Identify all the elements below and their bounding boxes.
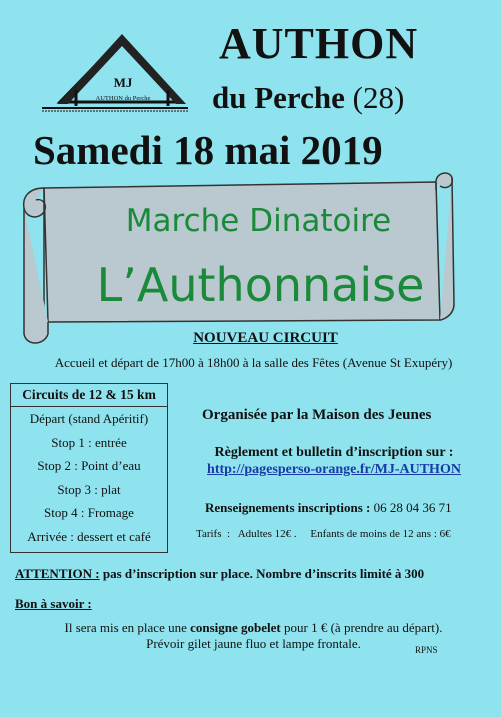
banner-line1: Marche Dinatoire: [125, 203, 392, 239]
list-item: Stop 1 : entrée: [51, 434, 127, 450]
consigne-bold: consigne gobelet: [190, 620, 281, 635]
list-item: Départ (stand Apéritif): [29, 411, 149, 426]
consigne-text: [0, 620, 501, 636]
list-item: Arrivée : dessert et café: [27, 528, 151, 544]
registration-link[interactable]: http://pagesperso-orange.fr/MJ-AUTHON: [207, 462, 461, 477]
svg-text:AUTHON du Perche: AUTHON du Perche: [95, 95, 151, 102]
rpns-label: RPNS: [415, 645, 438, 655]
banner-line2: L’Authonnaise: [96, 258, 425, 312]
circuits-header: Circuits de 12 & 15 km: [11, 384, 167, 407]
tarifs: Tarifs : Adultes 12€ . Enfants de moins de 12 ans : 6€: [196, 528, 451, 540]
town-subtitle: [212, 80, 404, 116]
list-item: Stop 2 : Point d’eau: [37, 458, 141, 474]
attention-label: ATTENTION :: [15, 566, 100, 581]
event-date: Samedi 18 mai 2019: [33, 127, 383, 173]
rens-phone: 06 28 04 36 71: [373, 500, 452, 515]
gilet-text: Prévoir gilet jaune fluo et lampe frontale.: [146, 636, 361, 651]
list-item: Stop 3 : plat: [57, 481, 121, 497]
consigne-pre: Il sera mis en place une: [64, 620, 191, 635]
rens-label: Renseignements inscriptions :: [205, 500, 371, 515]
renseignements: [205, 500, 452, 516]
nouveau-circuit: NOUVEAU CIRCUIT: [193, 330, 338, 346]
bon-a-savoir: Bon à savoir :: [15, 596, 92, 611]
town-name: AUTHON: [219, 19, 419, 68]
organizer: Organisée par la Maison des Jeunes: [202, 407, 432, 423]
attention-text: pas d’inscription sur place. Nombre d’inscrits limité à 300: [99, 566, 425, 581]
attention-notice: [15, 566, 424, 582]
consigne-post: pour 1 € (à prendre au départ).: [280, 620, 443, 635]
svg-text:MJ: MJ: [113, 75, 133, 90]
accueil-text: Accueil et départ de 17h00 à 18h00 à la salle des Fêtes (Avenue St Exupéry): [54, 355, 453, 370]
mj-logo: [40, 30, 190, 112]
department-number: (28): [352, 80, 405, 115]
list-item: Stop 4 : Fromage: [44, 505, 134, 521]
reglement-label: Règlement et bulletin d’inscription sur :: [214, 445, 454, 460]
circuits-box: [10, 383, 168, 553]
town-subname: du Perche: [212, 80, 345, 115]
